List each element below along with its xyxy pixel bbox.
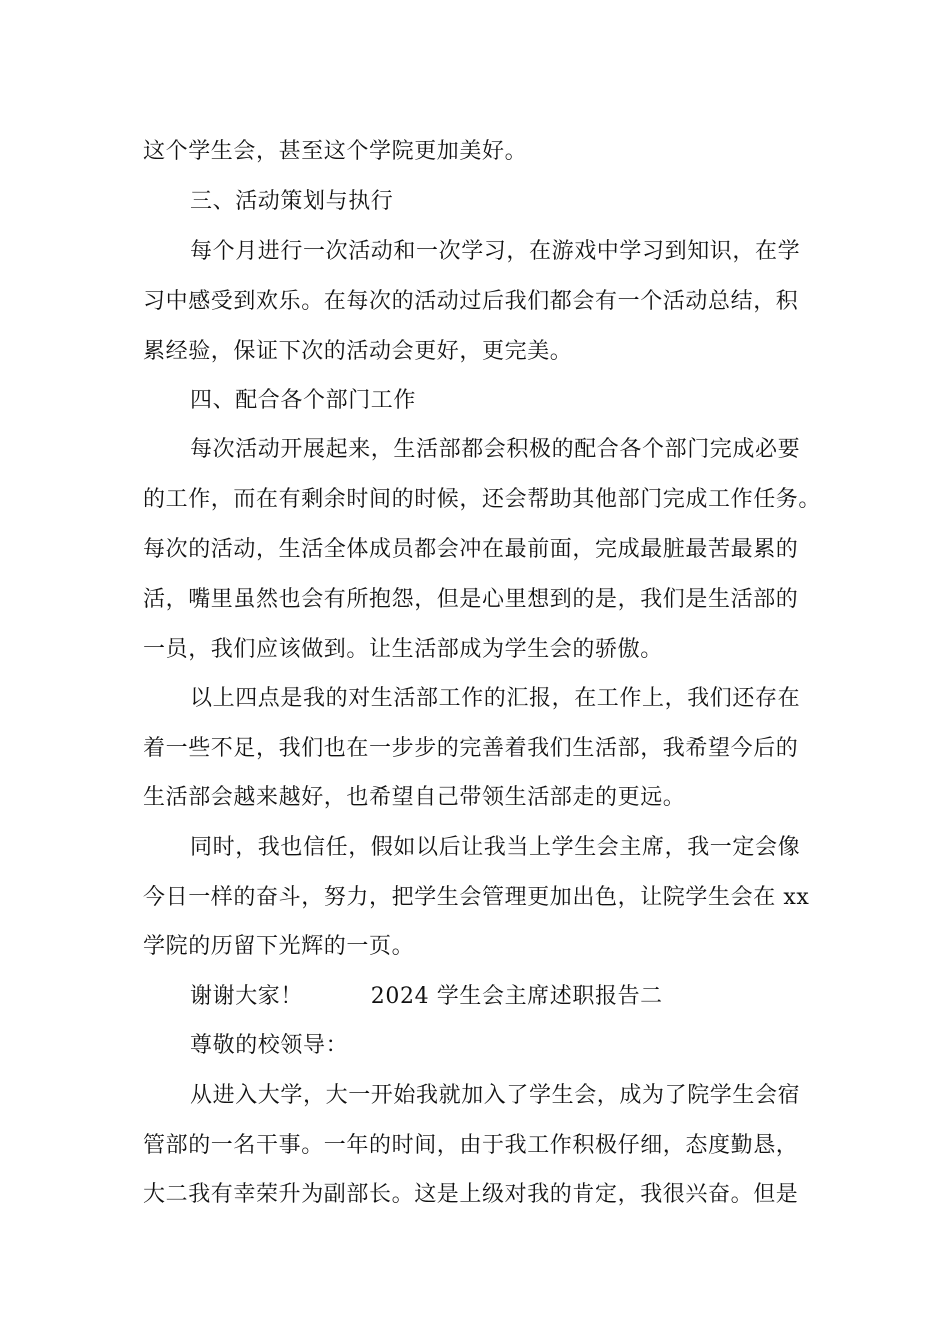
paragraph-line: 活，嘴里虽然也会有所抱怨，但是心里想到的是，我们是生活部的 [143, 587, 799, 612]
paragraph-line: 累经验，保证下次的活动会更好，更完美。 [143, 339, 573, 364]
paragraph-line: 习中感受到欢乐。在每次的活动过后我们都会有一个活动总结，积 [143, 289, 799, 314]
section-heading: 三、活动策划与执行 [190, 189, 394, 214]
closing-and-title-line: 谢谢大家！ 2024 学生会主席述职报告二 [190, 984, 663, 1009]
paragraph-line: 一员，我们应该做到。让生活部成为学生会的骄傲。 [143, 637, 663, 662]
salutation-line: 尊敬的校领导： [190, 1033, 349, 1058]
paragraph-line: 今日一样的奋斗，努力，把学生会管理更加出色，让院学生会在 xx [143, 885, 810, 910]
paragraph-line: 每个月进行一次活动和一次学习，在游戏中学习到知识，在学 [190, 239, 801, 264]
paragraph-line: 每次的活动，生活全体成员都会冲在最前面，完成最脏最苦最累的 [143, 537, 799, 562]
paragraph-line: 以上四点是我的对生活部工作的汇报，在工作上，我们还存在 [190, 686, 801, 711]
paragraph-line: 从进入大学，大一开始我就加入了学生会，成为了院学生会宿 [190, 1083, 801, 1108]
paragraph-line: 着一些不足，我们也在一步步的完善着我们生活部，我希望今后的 [143, 736, 799, 761]
section-heading: 四、配合各个部门工作 [190, 388, 417, 413]
paragraph-line: 学院的历留下光辉的一页。 [143, 934, 415, 959]
paragraph-line: 每次活动开展起来，生活部都会积极的配合各个部门完成必要 [190, 437, 801, 462]
paragraph-line: 管部的一名干事。一年的时间，由于我工作积极仔细，态度勤恳， [143, 1133, 799, 1158]
paragraph-line: 大二我有幸荣升为副部长。这是上级对我的肯定，我很兴奋。但是 [143, 1182, 799, 1207]
paragraph-line: 这个学生会，甚至这个学院更加美好。 [143, 139, 528, 164]
paragraph-line: 生活部会越来越好，也希望自己带领生活部走的更远。 [143, 785, 686, 810]
paragraph-line: 同时，我也信任，假如以后让我当上学生会主席，我一定会像 [190, 835, 801, 860]
paragraph-line: 的工作，而在有剩余时间的时候，还会帮助其他部门完成工作任务。 [143, 487, 822, 512]
